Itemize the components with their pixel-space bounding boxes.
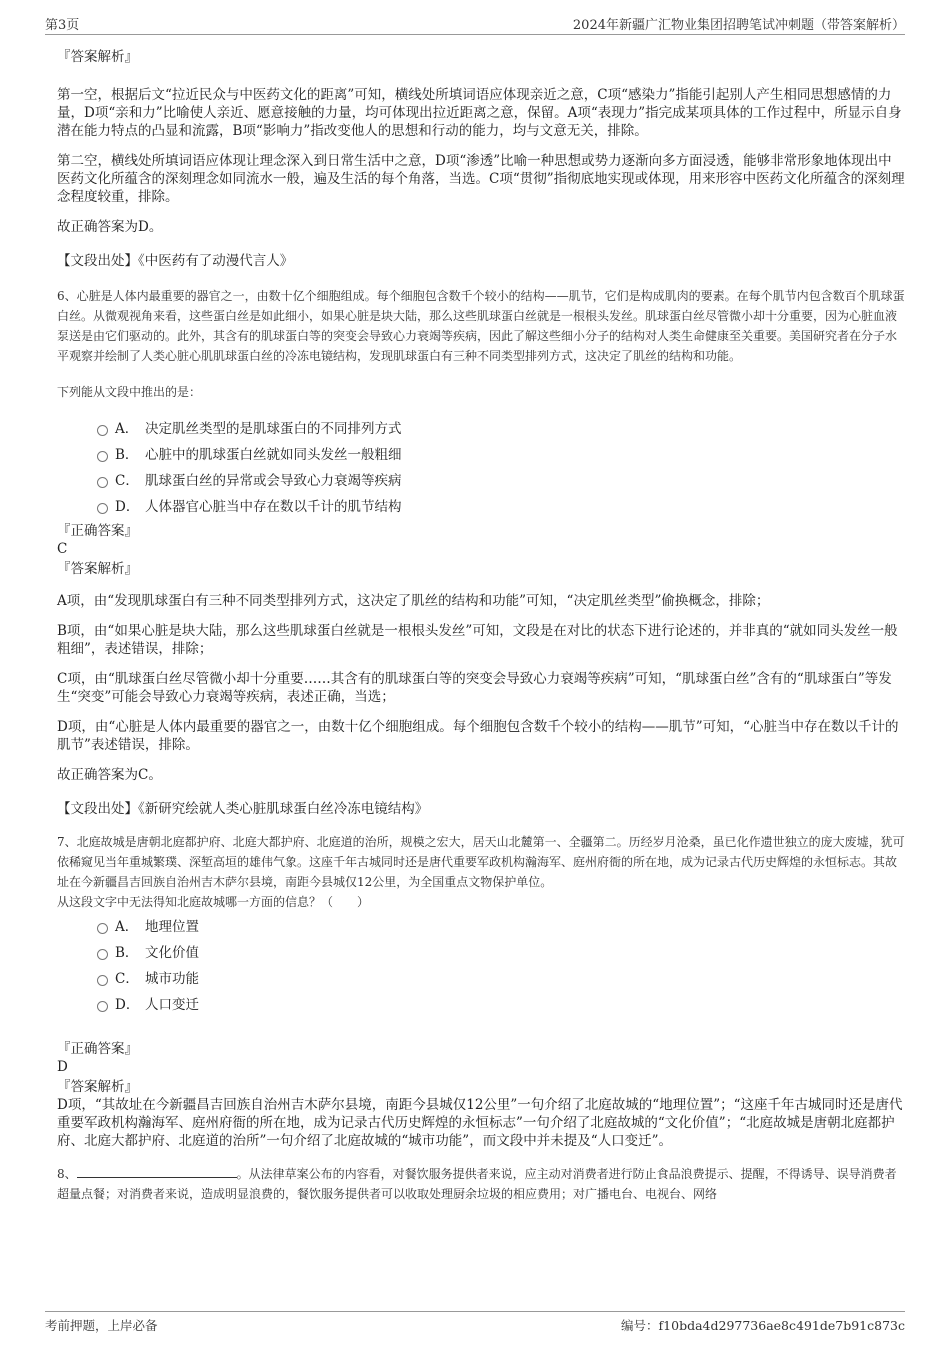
document-id: 编号：f10bda4d297736ae8c491de7b91c873c [621, 1318, 905, 1333]
q5-source: 【文段出处】《中医药有了动漫代言人》 [57, 253, 294, 269]
page-content [57, 40, 905, 1204]
q7-stem: 7、北庭故城是唐朝北庭都护府、北庭大都护府、北庭道的治所，规模之宏大，居天山北麓第一、全疆第二。历经岁月沧桑，虽已化作遗世独立的庞大废墟，犹可依稀窥见当年重城繁璞、深堑高垣的雄伟气象。这座千年古城同时还是唐代重要军政机构瀚海军、庭州府衙的所在地，成为记录古代历史辉煌的永恒标志。其故址在今新疆昌吉回族自治州吉木萨尔县境，南距今县城仅12公里，为全国重点文物保护单位。 [57, 835, 905, 889]
radio-icon[interactable] [97, 1001, 108, 1012]
q6-conclusion: 故正确答案为C。 [57, 767, 162, 783]
page-number: 第3页 [45, 18, 80, 33]
page-footer [45, 1311, 905, 1336]
radio-icon[interactable] [97, 425, 108, 436]
q8-stem-text: 。从法律草案公布的内容看，对餐饮服务提供者来说，应主动对消费者进行防止食品浪费提示、提醒，不得诱导、误导消费者超量点餐；对消费者来说，造成明显浪费的，餐饮服务提供者可以收取处理厨余垃圾的相应费用；对广播电台、电视台、网络 [57, 1167, 897, 1201]
q7-option-b[interactable]: B． 文化价值 [57, 940, 905, 966]
q8-number: 8、 [57, 1167, 77, 1181]
q6-answer: C [57, 541, 68, 557]
document-title: 2024年新疆广汇物业集团招聘笔试冲刺题（带答案解析） [572, 18, 905, 33]
radio-icon[interactable] [97, 923, 108, 934]
q6-options [57, 416, 905, 520]
q7-option-d[interactable]: D． 人口变迁 [57, 992, 905, 1018]
q6-stem: 6、心脏是人体内最重要的器官之一，由数十亿个细胞组成。每个细胞包含数千个较小的结构——肌节，它们是构成肌肉的要素。在每个肌节内包含数百个肌球蛋白丝。从微观视角来看，这些蛋白丝是如此细小，如果心脏是块大陆，那么这些肌球蛋白丝就是一根根头发丝。肌球蛋白丝尽管微小却十分重要，因为心脏血液泵送是由它们驱动的。此外，其含有的肌球蛋白等的突变会导致心力衰竭等疾病，因此了解这些细小分子的结构对人类生命健康至关重要。美国研究者在分子水平观察并绘制了人类心脏心肌肌球蛋白丝的冷冻电镜结构，发现肌球蛋白有三种不同类型排列方式，这决定了肌丝的结构和功能。 [57, 289, 905, 363]
q5-conclusion: 故正确答案为D。 [57, 219, 163, 235]
q6-question: 下列能从文段中推出的是： [57, 385, 202, 399]
q7-answer: D [57, 1059, 68, 1075]
q6-option-a[interactable]: A． 决定肌丝类型的是肌球蛋白的不同排列方式 [57, 416, 905, 442]
q5-explain-para2: 第二空，横线处所填词语应体现让理念深入到日常生活中之意，D项“渗透”比喻一种思想或势力逐渐向多方面浸透，能够非常形象地体现出中医药文化所蕴含的深刻理念如同流水一般，遍及生活的每个角落，当选。C项“贯彻”指彻底地实现或体现，用来形容中医药文化所蕴含的深刻理念程度较重，排除。 [57, 153, 905, 205]
page-header [45, 12, 905, 35]
q7-explanation: D项，“其故址在今新疆昌吉回族自治州吉木萨尔县境，南距今县城仅12公里”一句介绍了北庭故城的“地理位置”；“这座千年古城同时还是唐代重要军政机构瀚海军、庭州府衙的所在地，成为记录古代历史辉煌的永恒标志”一句介绍了北庭故城的“文化价值”；“北庭故城是唐朝北庭都护府、北庭大都护府、北庭道的治所”一句介绍了北庭故城的“城市功能”，而文段中并未提及“人口变迁”。 [57, 1097, 903, 1149]
radio-icon[interactable] [97, 503, 108, 514]
q5-explain-label: 『答案解析』 [57, 49, 138, 65]
radio-icon[interactable] [97, 949, 108, 960]
q7-answer-label: 『正确答案』 [57, 1041, 138, 1057]
q5-explain-para1: 第一空，根据后文“拉近民众与中医药文化的距离”可知，横线处所填词语应体现亲近之意，C项“感染力”指能引起别人产生相同思想感情的力量，D项“亲和力”比喻使人亲近、愿意接触的力量，均可体现出拉近距离之意，保留。A项“表现力”指完成某项具体的工作过程中，所显示自身潜在能力特点的凸显和流露，B项“影响力”指改变他人的思想和行动的能力，均与文意无关，排除。 [57, 87, 902, 139]
q6-explain-a: A项，由“发现肌球蛋白有三种不同类型排列方式，这决定了肌丝的结构和功能”可知，“决定肌丝类型”偷换概念，排除； [57, 593, 770, 609]
radio-icon[interactable] [97, 975, 108, 986]
footer-slogan: 考前押题，上岸必备 [45, 1318, 158, 1333]
q6-explain-label: 『答案解析』 [57, 561, 138, 577]
q6-explain-d: D项，由“心脏是人体内最重要的器官之一，由数十亿个细胞组成。每个细胞包含数千个较小的结构——肌节”可知，“心脏当中存在数以千计的肌节”表述错误，排除。 [57, 719, 899, 753]
q6-source: 【文段出处】《新研究绘就人类心脏肌球蛋白丝冷冻电镜结构》 [57, 801, 429, 817]
q6-option-b[interactable]: B． 心脏中的肌球蛋白丝就如同头发丝一般粗细 [57, 442, 905, 468]
q6-explain-c: C项，由“肌球蛋白丝尽管微小却十分重要……其含有的肌球蛋白等的突变会导致心力衰竭等疾病”可知，“肌球蛋白丝”含有的“肌球蛋白”等发生“突变”可能会导致心力衰竭等疾病，表述正确，当选； [57, 671, 892, 705]
q7-explain-label: 『答案解析』 [57, 1079, 138, 1095]
q6-explain-b: B项，由“如果心脏是块大陆，那么这些肌球蛋白丝就是一根根头发丝”可知，文段是在对比的状态下进行论述的，并非真的“就如同头发丝一般粗细”，表述错误，排除； [57, 623, 898, 657]
radio-icon[interactable] [97, 477, 108, 488]
q7-question: 从这段文字中无法得知北庭故城哪一方面的信息？（ ） [57, 895, 370, 909]
q7-option-a[interactable]: A． 地理位置 [57, 914, 905, 940]
q6-answer-label: 『正确答案』 [57, 523, 138, 539]
q6-option-d[interactable]: D． 人体器官心脏当中存在数以千计的肌节结构 [57, 494, 905, 520]
q7-options [57, 914, 905, 1018]
radio-icon[interactable] [97, 451, 108, 462]
q6-option-c[interactable]: C． 肌球蛋白丝的异常或会导致心力衰竭等疾病 [57, 468, 905, 494]
q7-option-c[interactable]: C． 城市功能 [57, 966, 905, 992]
q8-stem [57, 1164, 905, 1204]
fill-blank [77, 1165, 237, 1178]
